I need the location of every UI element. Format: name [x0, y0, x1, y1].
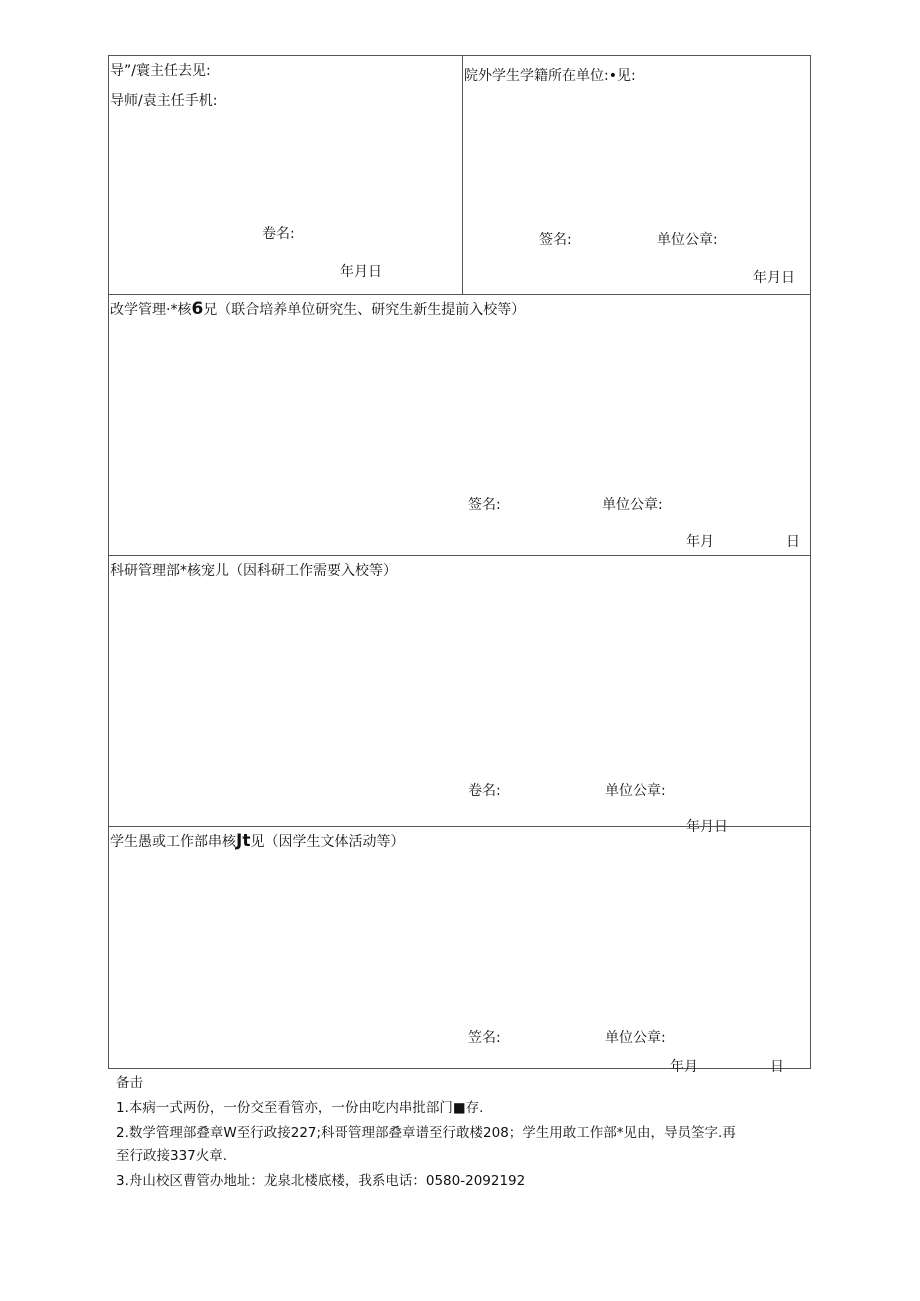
- external-unit-seal-label: 单位公章:: [657, 232, 718, 248]
- teaching-title-part-a: 改学管理·*核: [110, 302, 192, 318]
- external-unit-date-label: 年月日: [753, 270, 795, 286]
- section-external-unit-opinion-cell: [462, 55, 811, 295]
- research-date-label: 年月日: [686, 819, 728, 835]
- external-unit-opinion-label: 院外学生学籍所在单位:•见:: [464, 68, 636, 84]
- external-unit-signature-label: 签名:: [539, 232, 572, 248]
- advisor-phone-label: 导师/袁主任手机:: [110, 93, 218, 109]
- note-item-3: 3.舟山校区曹管办地址：龙泉北楼底楼，我系电话：0580-2092192: [116, 1173, 526, 1189]
- teaching-title-big: 6: [191, 299, 204, 319]
- student-seal-label: 单位公章:: [605, 1030, 666, 1046]
- advisor-signature-label: 卷名:: [262, 226, 295, 242]
- notes-heading: 备击: [116, 1075, 143, 1091]
- teaching-date-ym: 年月: [686, 534, 714, 550]
- research-seal-label: 单位公章:: [605, 783, 666, 799]
- teaching-date-d: 日: [786, 534, 800, 550]
- advisor-date-label: 年月日: [340, 264, 382, 280]
- section-student-affairs-cell: [108, 826, 811, 1069]
- teaching-title-part-b: 兄（联合培养单位研究生、研究生新生提前入校等）: [203, 302, 526, 318]
- teaching-signature-label: 签名:: [468, 497, 501, 513]
- student-signature-label: 笠名:: [468, 1030, 501, 1046]
- note-item-2: 2.数学管理部叠章W至行政接227;科哥管理部叠章谱至行敢楼208；学生用敢工作部*见由，导员筌字.再: [116, 1125, 736, 1141]
- section-research-management-cell: [108, 555, 811, 827]
- student-date-ym: 年月: [670, 1059, 698, 1075]
- student-affairs-title: [110, 832, 404, 851]
- student-title-part-b: 见（因学生文体活动等）: [250, 834, 405, 850]
- teaching-seal-label: 单位公章:: [602, 497, 663, 513]
- note-item-1: 1.本病一式两份，一份交至看管亦，一份由吃内串批部门■存.: [116, 1100, 484, 1116]
- student-date-d: 日: [770, 1059, 784, 1075]
- advisor-opinion-label: 导”/寰主任去见:: [110, 63, 211, 79]
- research-management-title: 科研管理部*核宠儿（因科研工作需要入校等）: [110, 563, 397, 579]
- research-signature-label: 卷名:: [468, 783, 501, 799]
- research-date-clip: [680, 816, 740, 835]
- section-teaching-management-cell: [108, 294, 811, 556]
- section-advisor-opinion-cell: [108, 55, 463, 295]
- student-date-clip: [660, 1055, 790, 1075]
- note-item-2-continued: 至行政接337火章.: [116, 1148, 228, 1164]
- student-title-part-a: 学生愚或工作部串核: [110, 834, 236, 850]
- teaching-management-title: [110, 300, 525, 319]
- student-title-big: Jt: [236, 831, 251, 851]
